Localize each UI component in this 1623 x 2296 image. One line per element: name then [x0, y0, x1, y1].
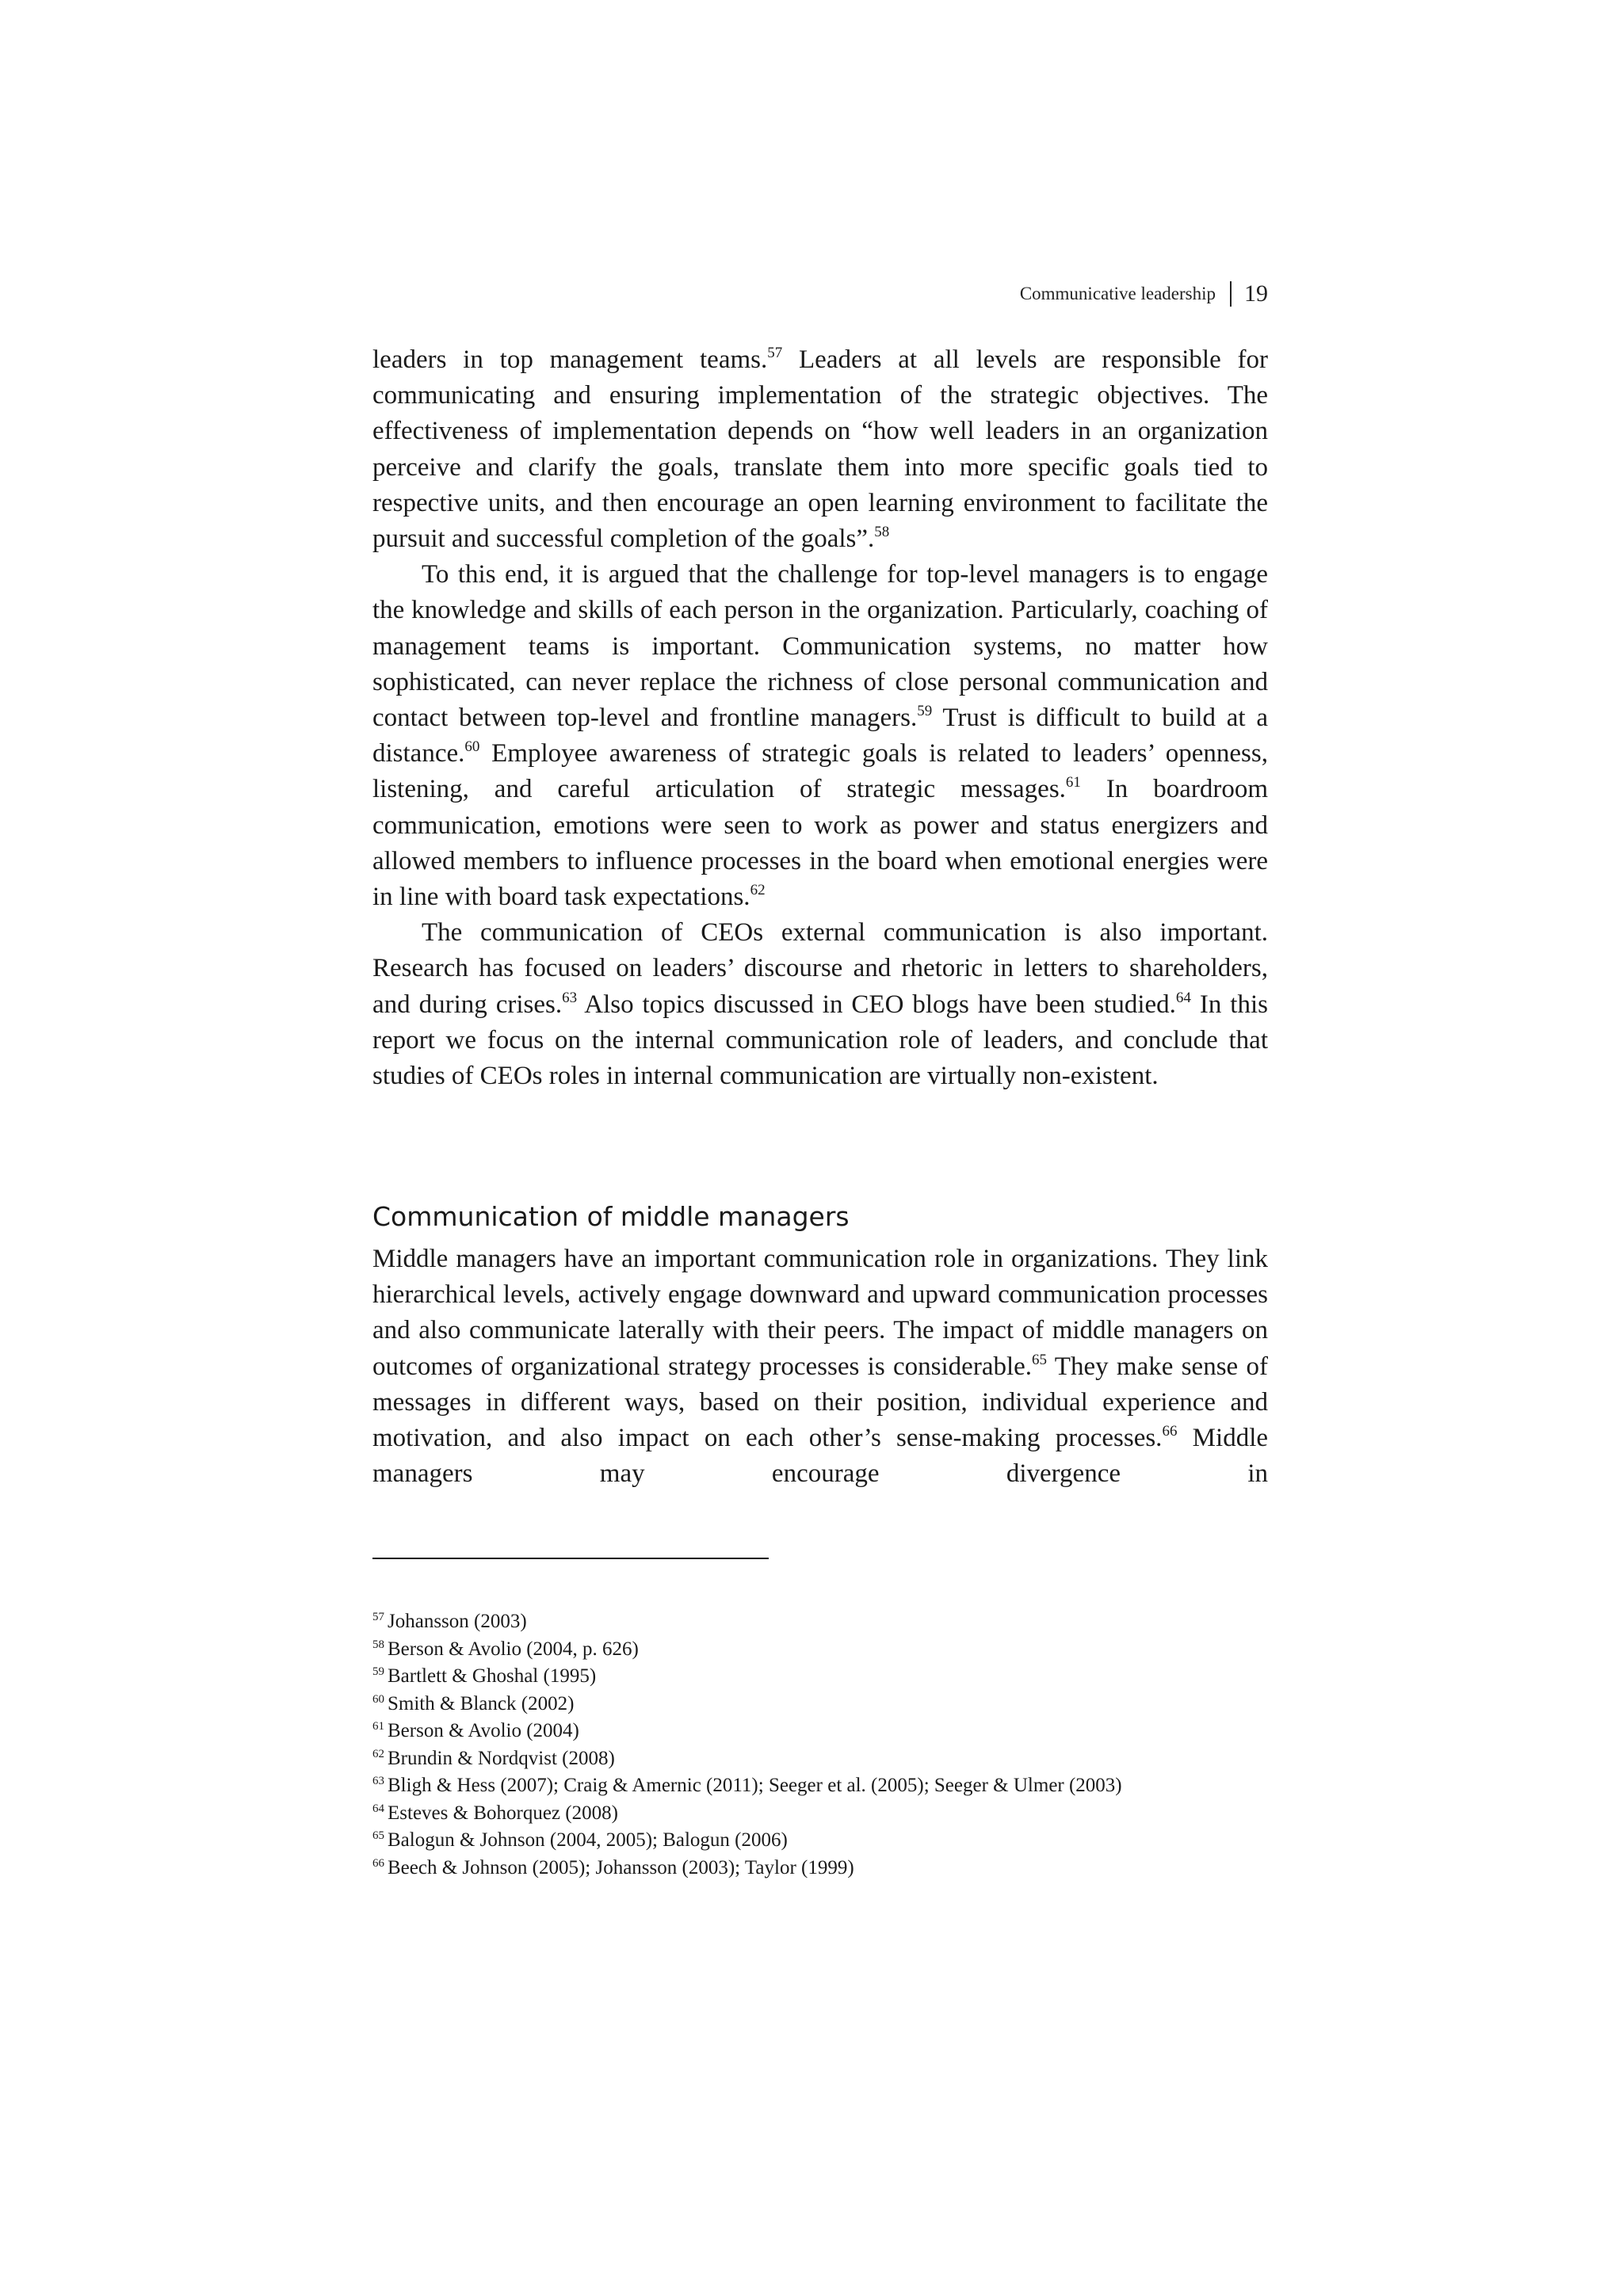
footnote-item: [372, 1663, 1268, 1691]
footnote-item: [372, 1800, 1268, 1828]
body-text: [372, 342, 1268, 1094]
footnote-number: 59: [372, 1665, 384, 1678]
footnote-ref[interactable]: 57: [767, 345, 783, 361]
footnote-text: Esteves & Bohorquez (2008): [388, 1802, 618, 1824]
text-segment: In this report we focus on the internal communication role of leaders, and conclude that studies of CEOs roles in internal communication are virtually non-existent.: [372, 990, 1268, 1091]
text-segment: In boardroom communication, emotions were seen to work as power and status energizers and allowed members to influence processes in the board when emotional energies were in line with board task expectations.: [372, 775, 1268, 912]
footnote-ref[interactable]: 65: [1032, 1351, 1048, 1368]
text-segment: Middle managers may encourage divergence in: [372, 1424, 1269, 1489]
header-divider: [1230, 281, 1232, 307]
footnote-ref[interactable]: 66: [1162, 1423, 1178, 1440]
footnote-number: 64: [372, 1802, 384, 1815]
footnote-text: Bligh & Hess (2007); Craig & Amernic (2011); Seeger et al. (2005); Seeger & Ulmer (2003): [388, 1775, 1122, 1796]
footnote-ref[interactable]: 59: [917, 703, 933, 720]
text-segment: Employee awareness of strategic goals is related to leaders’ openness, listening, and careful articulation of strategic messages.: [372, 739, 1268, 804]
footnote-text: Berson & Avolio (2004): [388, 1720, 579, 1741]
section-middle-managers: [372, 1199, 1268, 1492]
footnote-ref[interactable]: 64: [1175, 989, 1191, 1006]
footnote-ref[interactable]: 61: [1065, 774, 1081, 791]
page-number: 19: [1244, 280, 1268, 307]
footnote-number: 57: [372, 1611, 384, 1623]
paragraph: [372, 915, 1268, 1094]
footnote-number: 61: [372, 1720, 384, 1733]
footnote-item: [372, 1608, 1268, 1636]
text-segment: The communication of CEOs external communication is also important. Research has focused on leaders’ discourse and rhetoric in letters to shareholders, and during crises.: [372, 918, 1268, 1019]
text-segment: leaders in top management teams.: [372, 345, 768, 374]
footnote-separator: [372, 1558, 769, 1559]
text-segment: Also topics discussed in CEO blogs have been studied.: [577, 990, 1176, 1019]
footnote-item: [372, 1636, 1268, 1664]
footnote-ref[interactable]: 62: [750, 882, 766, 899]
footnote-number: 65: [372, 1829, 384, 1842]
section-heading: Communication of middle managers: [372, 1201, 850, 1232]
text-segment: Middle managers have an important communication role in organizations. They link hierarchical levels, actively engage downward and upward communication processes and also communicate laterally with their peers. The impact of middle managers on outcomes of organizational strategy processes is considerable.: [372, 1245, 1268, 1381]
footnote-text: Johansson (2003): [388, 1611, 527, 1632]
footnote-item: [372, 1855, 1268, 1882]
text-segment: Trust is difficult to build at a distance.: [372, 704, 1268, 769]
footnote-ref[interactable]: 60: [464, 738, 480, 756]
footnote-item: [372, 1718, 1268, 1745]
running-title: Communicative leadership: [1019, 284, 1216, 303]
paragraph: [372, 1241, 1268, 1492]
footnote-number: 63: [372, 1775, 384, 1787]
text-segment: To this end, it is argued that the challenge for top-level managers is to engage the knowledge and skills of each person in the organization. Particularly, coaching of management teams is important. Communication systems, no matter how sophisticated, can never replace the richness of close personal communication and contact between top-level and frontline managers.: [372, 560, 1268, 733]
footnote-number: 58: [372, 1638, 384, 1651]
footnote-text: Beech & Johnson (2005); Johansson (2003); Taylor (1999): [388, 1856, 854, 1878]
footnote-number: 62: [372, 1747, 384, 1760]
footnote-item: [372, 1691, 1268, 1718]
footnote-item: [372, 1827, 1268, 1855]
footnote-text: Berson & Avolio (2004, p. 626): [388, 1638, 639, 1660]
running-header: [372, 280, 1268, 307]
footnote-text: Balogun & Johnson (2004, 2005); Balogun (2006): [388, 1829, 788, 1851]
footnote-text: Brundin & Nordqvist (2008): [388, 1747, 615, 1769]
paragraph: [372, 557, 1268, 915]
footnote-text: Smith & Blanck (2002): [388, 1692, 575, 1714]
footnote-ref[interactable]: 58: [874, 524, 890, 541]
footnote-item: [372, 1745, 1268, 1773]
footnote-text: Bartlett & Ghoshal (1995): [388, 1665, 597, 1687]
footnotes: [372, 1608, 1268, 1882]
text-segment: Leaders at all levels are responsible for communicating and ensuring implementation of the strategic objectives. The effectiveness of implementation depends on “how well leaders in an organization perceive and clarify the goals, translate them into more specific goals tied to respective units, and then encourage an open learning environment to facilitate the pursuit and successful completion of the goals”.: [372, 345, 1268, 554]
footnote-number: 60: [372, 1692, 384, 1706]
footnote-item: [372, 1772, 1268, 1800]
text-segment: They make sense of messages in different ways, based on their position, individual experience and motivation, and also impact on each other’s sense-making processes.: [372, 1352, 1269, 1453]
footnote-ref[interactable]: 63: [562, 989, 578, 1006]
footnote-number: 66: [372, 1856, 384, 1870]
paragraph: [372, 342, 1268, 557]
